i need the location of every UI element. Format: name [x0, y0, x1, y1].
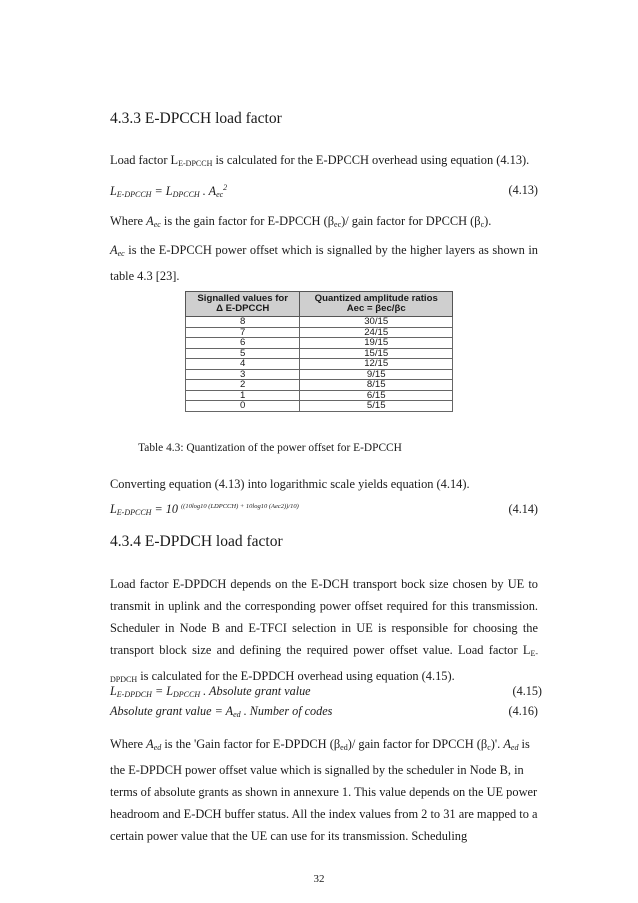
header-signalled-values: Signalled values for Δ E-DPCCH — [186, 292, 300, 317]
equation-number: (4.15) — [512, 684, 542, 698]
table-row: 3 9/15 — [186, 369, 453, 380]
header-quantized-ratios: Quantized amplitude ratios Aec = βec/βc — [300, 292, 453, 317]
table-row: 8 30/15 — [186, 317, 453, 328]
converting-paragraph: Converting equation (4.13) into logarithmic scale yields equation (4.14). — [110, 477, 470, 491]
equation-4-15: $L_{E-DPDCH} = L_{DPCCH}$ . Absolute grant value (4.15) — [110, 684, 542, 699]
table-row: 0 5/15 — [186, 401, 453, 412]
table-row: 5 15/15 — [186, 348, 453, 359]
table-row: 7 24/15 — [186, 327, 453, 338]
where-aed-paragraph: Where $A_{ed}$ is the 'Gain factor for E-DPDCH $(\beta_{ed})/$ gain factor for DPCCH $(\beta_c)'$. $A_{ed}$ is the E-DPDCH power offset value which is signalled by the scheduler in Node B, in terms of absolute grants as shown in annexure 1. This value depends on the UE power headroom and E-DCH buffer status. All the index values from 2 to 31 are mapped to a certain power value that the UE can use for its transmission. Scheduling — [110, 737, 538, 843]
table-row: 1 6/15 — [186, 390, 453, 401]
equation-4-13: $L_{E-DPCCH} = L_{DPCCH}$ . $A_{ec}^2$ (4.13) — [110, 183, 538, 200]
edpdch-paragraph: Load factor E-DPDCH depends on the E-DCH transport bock size chosen by UE to transmit in uplink and the corresponding power offset required for this transmission. Scheduler in Node B and E-TFCI selection in UE is responsible for choosing the transport block size and defining the required power offset value. Load factor $L_{E-DPDCH}$ is calculated for the E-DPDCH overhead using equation (4.15). — [110, 577, 538, 684]
equation-4-14: $L_{E-DPCCH} = 10$ $^{((10log10 (LDPCCH) + 10log10 (Aec2))/10)}$ (4.14) — [110, 502, 538, 517]
table-row: 6 19/15 — [186, 338, 453, 349]
equation-number: (4.13) — [508, 183, 538, 197]
page-number: 32 — [313, 873, 325, 885]
aec-description-paragraph: $A_{ec}$ is the E-DPCCH power offset which is signalled by the higher layers as shown in table 4.3 [23]. — [110, 243, 538, 283]
section-heading-4-3-3: 4.3.3 E-DPCCH load factor — [110, 110, 282, 127]
section-heading-4-3-4: 4.3.4 E-DPDCH load factor — [110, 533, 283, 550]
equation-number: (4.14) — [508, 502, 538, 516]
where-aec-paragraph: Where $A_{ec}$ is the gain factor for E-DPCCH $(\beta_{ec})/$ gain factor for DPCCH $(\beta_c)$. — [110, 214, 492, 229]
quantization-table — [185, 291, 453, 412]
table-row: 4 12/15 — [186, 359, 453, 370]
equation-number: (4.16) — [508, 704, 538, 718]
table-caption: Table 4.3: Quantization of the power offset for E-DPCCH — [138, 442, 402, 454]
table-row: 2 8/15 — [186, 380, 453, 391]
equation-4-16: Absolute grant value = $A_{ed}$ . Number of codes (4.16) — [110, 704, 538, 719]
intro-paragraph: Load factor $L_{E-DPCCH}$ is calculated for the E-DPCCH overhead using equation (4.13). — [110, 153, 530, 168]
